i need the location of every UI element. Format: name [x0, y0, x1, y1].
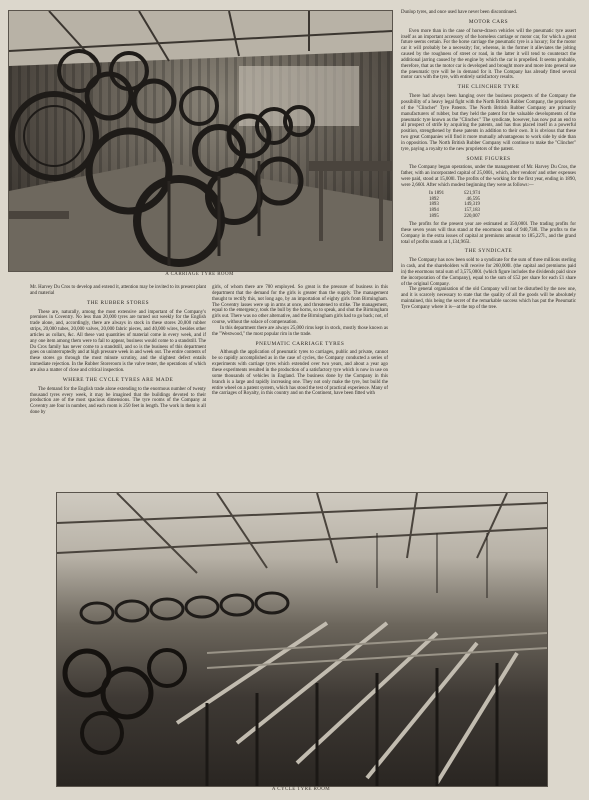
heading-cycle-tyres: WHERE THE CYCLE TYRES ARE MADE [62, 376, 174, 383]
heading-motor-cars: MOTOR CARS [468, 18, 509, 25]
table-row: 1895 220,007 [429, 214, 480, 220]
organisation-paragraph: The general organisation of the old Company will not be disturbed by the new one, and it is scarcely necessary to state that the quality of all the goods will be absolutely maintained, this being the secret of the remarkable success which has put the Pneumatic Tyre Company where it is—at the top of the tree. [401, 287, 576, 310]
rubber-stores-paragraph: These are, naturally, among the most extensive and important of the Company's premises in Coventry. No less than 20,000 tyres are turned out weekly for the English trade alone, and, accordingly, there are always in stock in these stores 20,000 rubber strips, 20,000 tubes, 20,000 valves, 20,000 fabric pieces, and 40,000 wires, besides other articles as collars, &c. All these vast quantities of material come in every week, and if any one item among them were to fail to appear, business would come to a standstill. The Du Cros family has never come to a standstill, and so is the business of this department goes on uninterruptedly and at high pressure week in and week out. The entire contents of these stores go through the most minute scrutiny, and the slightest defect entails immediate rejection. In the Rubber Storeroom is the valve tester, the operations of which are also a matter of close and critical inspection. [30, 309, 206, 373]
heading-pneumatic-carriage: PNEUMATIC CARRIAGE TYRES [255, 340, 345, 347]
rims-paragraph: In this department there are always 25,000 rims kept in stock, mostly those known as the "Westwood," the most popular rim in the trade. [212, 325, 388, 337]
syndicate-paragraph: The Company has now been sold to a syndicate for the sum of three millions sterling in cash, and the shareholders will receive for 260,000l. (the capital and premiums paid in) the enormous total sum of 3,575,000l. (which figure includes the dividends paid since the incorporation of the Company), equal to the sum of £52 per share for each £1 share of the original Company. [401, 258, 576, 287]
intro-paragraph: Mr. Harvey Du Cros to develop and extend it, attention may be invited to its present plant and material [30, 285, 206, 296]
dunlop-paragraph: Dunlop tyres, and once used have never been discontinued. [401, 10, 517, 15]
bottom-photo-caption: A CYCLE TYRE ROOM [271, 787, 331, 792]
clincher-paragraph: There had always been hanging over the business prospects of the Company the possibility of a heavy legal fight with the North British Rubber Company, the proprietors of the "Clincher" Tyre Patents. The North British Rubber Company are primarily manufacturers of rubber, but they held the patent for the valuable developments of the pneumatic tyre known as the "Clincher." The syndicate, however, has now put an end to all prospect of strife by acquiring the patents, and has thus placed itself in a powerful position, strengthened by these patents in addition to their own. It is obvious that these two great Companies will find it more mutually advantageous to work side by side than in opposition. The North British Rubber Company will continue to make the "Clincher" tyre, paying a royalty to the new proprietors of the patent. [401, 94, 576, 152]
table-row: In 1891 £21,974 [429, 190, 480, 196]
top-photo-caption: A CARRIAGE TYRE ROOM [165, 272, 234, 277]
table-row: 1892 46,595 [429, 196, 480, 202]
cycle-tyre-room-photo [56, 492, 548, 787]
pneumatic-carriage-paragraph: Although the application of pneumatic tyres to carriages, public and private, cannot be so rapidly accomplished as in the case of cycles, the Company conducted a series of experiments with carriage tyres which extended over two years, and about a year ago these experiments resulted in the production of a satisfactory tyre which is now in use on some thousands of vehicles in England. The business done by the Company in this branch is a large and rapidly increasing one. They not only make the tyre, but build the entire wheel on a patent system, which has stood the test of practical experience. Many of the carriages of Royalty, in this country and on the Continent, have been fitted with [212, 350, 388, 397]
profits-table [425, 191, 484, 220]
heading-syndicate: THE SYNDICATE [464, 248, 513, 255]
text-column-2 [212, 285, 388, 397]
heading-some-figures: SOME FIGURES [466, 155, 511, 162]
girls-paragraph: girls, of whom there are 700 employed. So great is the pressure of business in this department that the demand for the girls is greater than the supply. The management thought to rectify this, not long ago, by an importation of eighty girls from Birmingham. The Coventry lasses were up in arms at once, and threatened to strike. The management, equal to the emergency, took the bull by the horns, so to speak, and shut the Birmingham girls out. There was no other alternative, and the Birmingham girls had to go back; not, of course, without the solace of compensation. [212, 285, 388, 326]
heading-rubber-stores: THE RUBBER STORES [86, 299, 150, 306]
text-column-1 [30, 285, 206, 416]
table-row: 1893 149,319 [429, 202, 480, 208]
motor-cars-paragraph: Even more than in the case of horse-drawn vehicles will the pneumatic tyre assert itself as an important accessory of the horseless carriage or motor car, for which a great future seems certain. For the horse carriage the pneumatic tyre is a luxury; for the motor car it will probably be a necessity; for, whereas, in the former it alleviates the jolting caused by the roughness of street or road, in the latter it will tend to counteract the additional jarring caused by the engine by which the car is propelled. It seems probable, therefore, that as the motor car is developed and brought more and more into general use the pneumatic tyre will be in demand for it. The Company has already fitted several motor cars with the tyre, with entirely satisfactory results. [401, 28, 576, 81]
carriage-tyre-room-photo [8, 10, 393, 272]
figures-paragraph: The Company began operations, under the management of Mr. Harvey Du Cros, the father, with an incorporated capital of 25,000l., which, after vendors' and other expenses were paid, stood at 15,000l. The profits of the working for the first year, ending in 1890, were 2,660l. After which modest beginning they were as follows:— [401, 165, 576, 188]
table-row: 1894 157,183 [429, 208, 480, 214]
cycle-tyres-paragraph: The demand for the English trade alone extending to the enormous number of twenty thousand tyres every week, it may be imagined that the buildings devoted to their production are of the most spacious dimensions. The tyre rooms of the Company at Coventry are four in number, and each room is 250 feet in length. The work in them is all done by [30, 386, 206, 416]
text-column-3 [401, 10, 576, 311]
heading-clincher-tyre: THE CLINCHER TYRE [457, 84, 520, 91]
profits-paragraph: The profits for the present year are estimated at 350,000l. The trading profits for these seven years will thus stand at the enormous total of 940,738l. The profits to the Company in the extra issues of capital at premiums amount to 185,227l., and the grand total of profits stands at 1,134,965l. [401, 222, 576, 245]
